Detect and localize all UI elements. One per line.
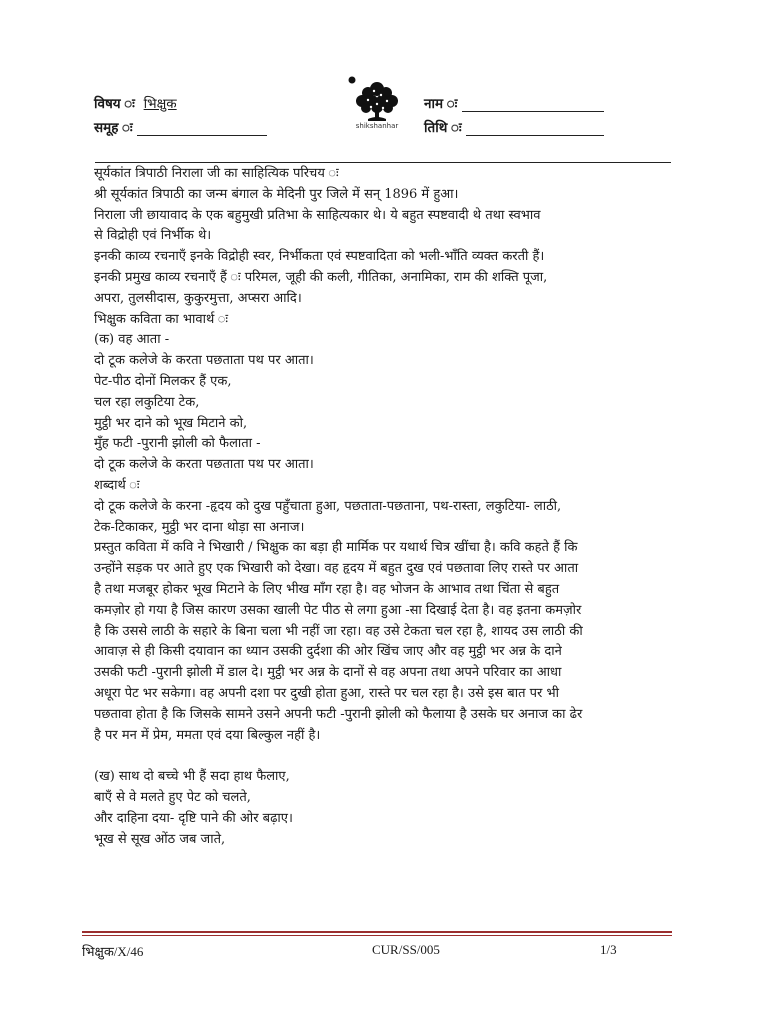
group-blank	[137, 121, 267, 136]
text-line: उसकी फटी -पुरानी झोली में डाल दे। मुट्ठी भर अन्न के दानों से वह अपना तथा अपने परिवार का आधा	[94, 665, 562, 681]
text-line: दो टूक कलेजे के करना -हृदय को दुख पहुँचाता हुआ, पछताता-पछताना, पथ-रास्ता, लकुटिया- लाठी,	[94, 498, 562, 514]
name-row	[424, 94, 604, 112]
text-line: दो टूक कलेजे के करता पछताता पथ पर आता।	[94, 353, 314, 369]
text-line: है कि उससे लाठी के सहारे के बिना चला भी नहीं जा रहा। वह उसे टेकता चल रहा है, शायद उस लाठी की	[94, 623, 583, 639]
text-line: से विद्रोही एवं निर्भीक थे।	[94, 228, 212, 244]
name-blank	[462, 97, 604, 112]
text-line: निराला जी छायावाद के एक बहुमुखी प्रतिभा के साहित्यकार थे। ये बहुत स्पष्टवादी थे तथा स्वभाव	[94, 207, 541, 223]
footer-rule-thin	[82, 935, 672, 936]
subject-label: विषय ः	[94, 96, 135, 112]
text-line: (क) वह आता -	[94, 332, 170, 348]
text-line: श्री सूर्यकांत त्रिपाठी का जन्म बंगाल के मेदिनी पुर जिले में सन् 1896 में हुआ।	[94, 186, 459, 202]
footer-rule-thick	[82, 931, 672, 933]
header-divider	[95, 162, 671, 163]
text-line: सूर्यकांत त्रिपाठी निराला जी का साहित्यिक परिचय ः	[94, 166, 339, 181]
text-line: टेक-टिकाकर, मुट्ठी भर दाना थोड़ा सा अनाज।	[94, 519, 305, 535]
group-row	[94, 118, 267, 136]
text-line: पछतावा होता है कि जिसके सामने उसने अपनी फटी -पुरानी झोली को फैलाया है उसके घर अनाज का ढेर	[94, 706, 583, 722]
text-line: और दाहिना दया- दृष्टि पाने की ओर बढ़ाए।	[94, 810, 293, 826]
text-line: शब्दार्थ ः	[94, 477, 140, 493]
logo-caption: shikshanhar	[355, 122, 399, 130]
text-line: चल रहा लकुटिया टेक,	[94, 394, 200, 410]
text-line: है पर मन में प्रेम, ममता एवं दया बिल्कुल नहीं है।	[94, 727, 321, 743]
text-line: इनकी काव्य रचनाएँ इनके विद्रोही स्वर, निर्भीकता एवं स्पष्टवादिता को भली-भाँति व्यक्त करती हैं।	[94, 249, 545, 265]
text-line: अपरा, तुलसीदास, कुकुरमुत्ता, अप्सरा आदि।	[94, 290, 302, 306]
text-line: दो टूक कलेजे के करता पछताता पथ पर आता।	[94, 457, 314, 473]
group-label: समूह ः	[94, 120, 133, 136]
subject-row	[94, 94, 177, 112]
date-blank	[466, 121, 604, 136]
text-line: कमज़ोर हो गया है जिस कारण उसका खाली पेट पीठ से लगा हुआ -सा दिखाई देता है। वह इतना कमज़ोर	[94, 602, 582, 618]
text-line: आवाज़ से ही किसी दयावान का ध्यान उसकी दुर्दशा की ओर खिंच जाए और वह मुट्ठी भर अन्न के दाने	[94, 644, 562, 660]
footer-center: CUR/SS/005	[372, 942, 440, 957]
footer-page-number: 1/3	[600, 942, 617, 957]
text-line: है तथा मजबूर होकर भूख मिटाने के लिए भीख माँग रहा है। वह भोजन के आभाव तथा चिंता से बहुत	[94, 581, 560, 597]
text-line: भिक्षुक कविता का भावार्थ ः	[94, 311, 229, 327]
text-line: पेट-पीठ दोनों मिलकर हैं एक,	[94, 373, 232, 389]
document-body	[94, 164, 676, 850]
name-label: नाम ः	[424, 96, 458, 112]
subject-value: भिक्षुक	[143, 96, 177, 112]
text-line: (ख) साथ दो बच्चे भी हैं सदा हाथ फैलाए,	[94, 769, 290, 785]
blank-line	[94, 746, 676, 767]
footer-left: भिक्षुक/X/46	[82, 944, 144, 959]
text-line: बाएँ से वे मलते हुए पेट को चलते,	[94, 789, 251, 805]
text-line: अधूरा पेट भर सकेगा। वह अपनी दशा पर दुखी होता हुआ, रास्ते पर चल रहा है। उसे इस बात पर भी	[94, 685, 559, 701]
text-line: भूख से सूख ओंठ जब जाते,	[94, 831, 226, 847]
date-label: तिथि ः	[424, 120, 462, 136]
date-row	[424, 118, 604, 136]
text-line: प्रस्तुत कविता में कवि ने भिखारी / भिक्षुक का बड़ा ही मार्मिक पर यथार्थ चित्र खींचा है। कवि कहते हैं कि	[94, 540, 578, 556]
text-line: मुट्ठी भर दाने को भूख मिटाने को,	[94, 415, 248, 431]
text-line: इनकी प्रमुख काव्य रचनाएँ हैं ः परिमल, जूही की कली, गीतिका, अनामिका, राम की शक्ति पूजा,	[94, 269, 548, 285]
text-line: उन्होंने सड़क पर आते हुए एक भिखारी को देखा। वह हृदय में बहुत दुख एवं पछतावा लिए रास्ते पर आता	[94, 561, 579, 577]
text-line: मुँह फटी -पुरानी झोली को फैलाता -	[94, 436, 261, 452]
